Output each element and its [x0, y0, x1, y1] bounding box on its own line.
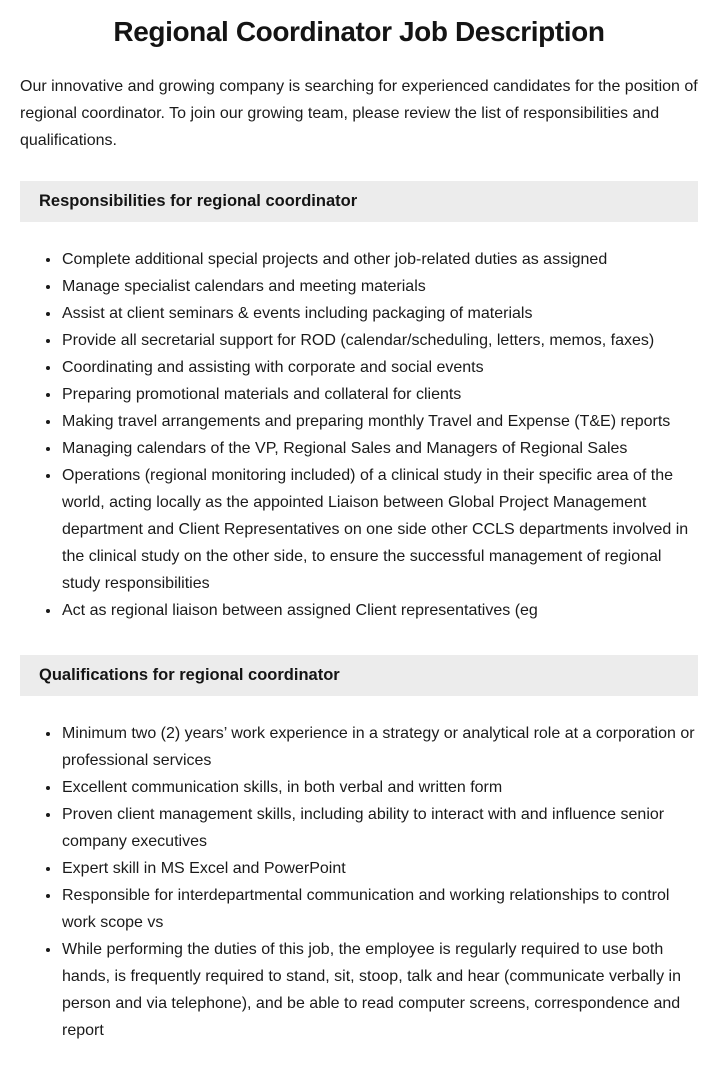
- list-item: • Proven client management skills, including ability to interact with and influence senior company executives: [61, 801, 698, 855]
- intro-paragraph: Our innovative and growing company is searching for experienced candidates for the position of regional coordinator. To join our growing team, please review the list of responsibilities and qualifications.: [20, 78, 698, 150]
- page-title: Regional Coordinator Job Description: [113, 16, 605, 47]
- responsibilities-list: [20, 246, 698, 624]
- list-item: • Complete additional special projects and other job-related duties as assigned: [61, 246, 698, 273]
- list-item: • Provide all secretarial support for ROD (calendar/scheduling, letters, memos, faxes): [61, 327, 698, 354]
- qualifications-list: [20, 720, 698, 1044]
- qualifications-section: [20, 655, 698, 1044]
- responsibilities-section-header: Responsibilities for regional coordinator: [20, 181, 698, 222]
- list-item: • Expert skill in MS Excel and PowerPoint: [61, 855, 698, 882]
- list-item: • Excellent communication skills, in both verbal and written form: [61, 774, 698, 801]
- list-item: • Manage specialist calendars and meeting materials: [61, 273, 698, 300]
- list-item: • Coordinating and assisting with corporate and social events: [61, 354, 698, 381]
- list-item: • Act as regional liaison between assigned Client representatives (eg: [61, 597, 698, 624]
- list-item: • Making travel arrangements and preparing monthly Travel and Expense (T&E) reports: [61, 408, 698, 435]
- list-item: • Managing calendars of the VP, Regional Sales and Managers of Regional Sales: [61, 435, 698, 462]
- responsibilities-section: [20, 181, 698, 624]
- qualifications-section-header: Qualifications for regional coordinator: [20, 655, 698, 696]
- list-item: • Operations (regional monitoring included) of a clinical study in their specific area of the world, acting locally as the appointed Liaison between Global Project Management department and Client Representatives on one side other CCLS departments involved in the clinical study on the other side, to ensure the successful management of regional study responsibilities: [61, 462, 698, 597]
- list-item: • Assist at client seminars & events including packaging of materials: [61, 300, 698, 327]
- list-item: • Minimum two (2) years’ work experience in a strategy or analytical role at a corporation or professional services: [61, 720, 698, 774]
- list-item: • Responsible for interdepartmental communication and working relationships to control work scope vs: [61, 882, 698, 936]
- list-item: • Preparing promotional materials and collateral for clients: [61, 381, 698, 408]
- list-item: • While performing the duties of this job, the employee is regularly required to use both hands, is frequently required to stand, sit, stoop, talk and hear (communicate verbally in person and via telephone), and be able to read computer screens, correspondence and report: [61, 936, 698, 1044]
